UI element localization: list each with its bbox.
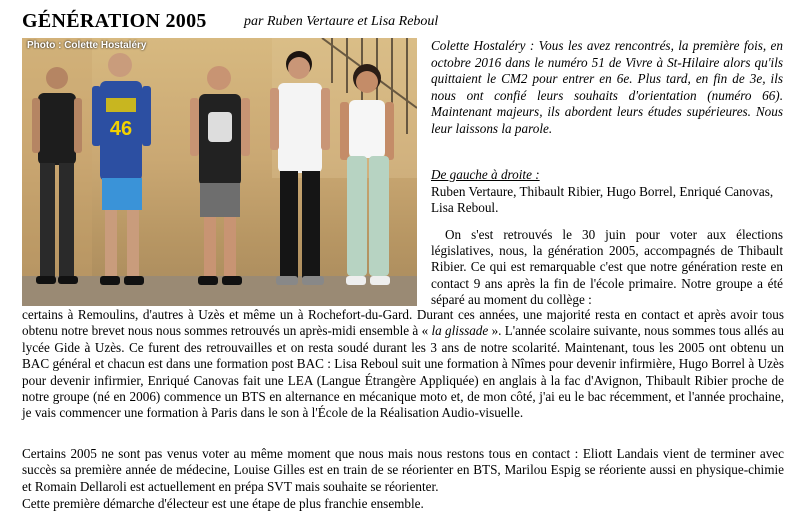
body-paragraph-1-continued [22, 307, 784, 422]
caption-label: De gauche à droite : [431, 167, 540, 182]
caption-names: Ruben Vertaure, Thibault Ribier, Hugo Borrel, Enriqué Canovas, Lisa Reboul. [431, 184, 774, 216]
body-paragraph-1-start: On s'est retrouvés le 30 juin pour voter aux élections législatives, nous, la génération 2005, accompagnés de Thibault Ribier. Ce qui est remarquable c'est que notre génération reste en contact 9 ans après la fin de l'école primaire. Notre groupe a été séparé au moment du collège : [431, 227, 783, 307]
paragraph-1-text-a: certains à Remoulins, d'autres à Uzès et même un à Rochefort-du-Gard. Durant ces années, une majorité resta en contact et après avoir tous obtenu notre brevet nous nous sommes retrouvés un après-midi ensemble à « [22, 307, 784, 339]
body-paragraph-2: Certains 2005 ne sont pas venus voter au même moment que nous mais nous restons tous en contact : Eliott Landais vient de terminer avec succès sa première année de médecine, Louise Gilles est en train de se réorienter en BTS, Marilou Espig se réoriente aussi en physique-chimie et Romain Dellaroli est actuellement en prépa SVT mais souhaite se réorienter. [22, 446, 784, 494]
person-4 [270, 51, 330, 285]
person-2 [92, 53, 151, 285]
group-photo-illustration [22, 38, 417, 306]
paragraph-1-emphasis: la glissade [431, 323, 489, 339]
person-3 [190, 66, 250, 285]
intro-paragraph: Colette Hostaléry : Vous les avez rencontrés, la première fois, en octobre 2016 dans le numéro 51 de Vivre à St-Hilaire alors qu'ils quittaient le CM2 pour entrer en 6e. Plus tard, en fin de 3e, ils nous ont confié leurs souhaits d'orientation (numéro 66). Maintenant majeurs, ils abordent leurs études supérieures. Nous leur laissons la parole. [431, 38, 783, 136]
group-photo [22, 38, 417, 306]
paragraph-1-text-b: ». L'année scolaire suivante, nous sommes tous allés au lycée Gide à Uzès. Ce furent des retrouvailles et on resta soudé durant les 3 ans de notre scolarité. Maintenant, tous les 2005 ont obtenu un BAC général et chacun est dans une formation post BAC : Lisa Reboul suit une formation à Nîmes pour devenir infirmière, Hugo Borrel à Uzès pour devenir infirmier, Enriqué Canovas fait une LEA (Langue Étrangère Appliquée) en anglais à la fac d'Avignon, Thibault Ribier proche de notre groupe (né en 2006) commence un BTS en alternance en mécanique moto et, de mon côté, j'ai eu le bac récemment, et l'année prochaine, je vais commencer une formation à Paris dans le son à l'École de la Réalisation Audio-visuelle. [22, 323, 785, 421]
body-paragraph-3: Cette première démarche d'électeur est une étape de plus franchie ensemble. [22, 496, 424, 511]
article-title: GÉNÉRATION 2005 [22, 10, 207, 32]
photo-credit: Photo : Colette Hostaléry [27, 40, 147, 51]
svg-text:46: 46 [109, 118, 133, 140]
article-byline: par Ruben Vertaure et Lisa Reboul [244, 14, 439, 29]
